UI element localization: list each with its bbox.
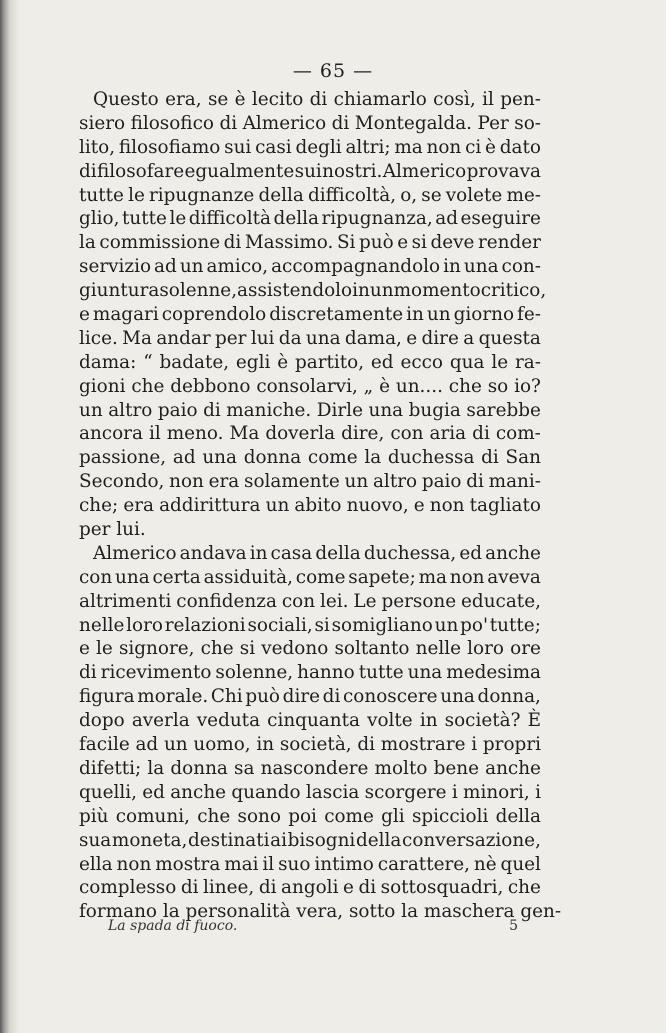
text-line: e le signore, che si vedono soltanto nelle loro ore [79,638,541,660]
text-line: con una certa assiduità, come sapete; ma non aveva [79,566,541,588]
text-line: quelli, ed anche quando lascia scorgere i minori, i [79,781,541,803]
text-line: Questo era, se è lecito di chiamarlo così, il pen- [93,89,541,110]
text-line: Almerico andava in casa della duchessa, ed anche [93,542,541,564]
page-number: — 65 — [292,60,374,82]
text-line: altrimenti confidenza con lei. Le persone educate, [79,590,541,612]
text-line: giuntura solenne, assistendolo in un momento critico, [79,280,547,302]
text-line: glio, tutte le difficoltà della ripugnanza, ad eseguire [79,208,541,230]
text-line: di filosofare egualmente sui nostri. Almerico provava [79,160,541,182]
text-line: facile ad un uomo, in società, di mostrare i propri [79,734,541,756]
text-line: dama: “ badate, egli è partito, ed ecco qua le ra- [79,351,541,373]
footer-book-title: La spada di fuoco. [108,918,238,934]
text-line: passione, ad una donna come la duchessa di San [79,447,541,469]
text-line: sua moneta, destinati ai bisogni della conversazione, [79,829,541,851]
text-line: un altro paio di maniche. Dirle una bugia sarebbe [79,399,541,421]
text-line: per lui. [79,519,146,541]
text-line: e magari coprendolo discretamente in un giorno fe- [79,304,541,326]
text-line: la commissione di Massimo. Si può e si deve render [79,232,541,254]
book-spine-shadow [0,0,20,1033]
text-line: ancora il meno. Ma doverla dire, con aria di com- [79,423,541,445]
text-line: gioni che debbono consolarvi, „ è un.... che so io? [79,375,541,397]
text-line: lice. Ma andar per lui da una dama, e dire a questa [79,327,541,349]
text-line: nelle loro relazioni sociali, si somigliano un po' tutte; [79,614,541,636]
text-line: difetti; la donna sa nascondere molto bene anche [79,757,541,779]
text-line: di ricevimento solenne, hanno tutte una medesima [79,662,541,684]
text-line: complesso di linee, di angoli e di sottosquadri, che [79,877,541,899]
footer-signature-mark: 5 [509,918,518,934]
text-line: ella non mostra mai il suo intimo carattere, nè quel [79,853,541,875]
text-line: dopo averla veduta cinquanta volte in società? È [79,710,541,732]
text-line: che; era addirittura un abito nuovo, e non tagliato [79,495,541,517]
text-line: siero filosofico di Almerico di Montegalda. Per so- [79,112,541,134]
text-line: più comuni, che sono poi come gli spiccioli della [79,805,541,827]
text-line: formano la personalità vera, sotto la maschera gen- [79,901,562,923]
page-footer [108,918,518,934]
text-line: servizio ad un amico, accompagnandolo in una con- [79,256,541,278]
text-line: Secondo, non era solamente un altro paio di mani- [79,471,541,493]
body-text [79,88,562,924]
text-line: tutte le ripugnanze della difficoltà, o, se volete me- [79,184,541,206]
text-line: lito, filosofiamo sui casi degli altri; ma non ci è dato [79,136,541,158]
text-line: figura morale. Chi può dire di conoscere una donna, [79,686,541,708]
